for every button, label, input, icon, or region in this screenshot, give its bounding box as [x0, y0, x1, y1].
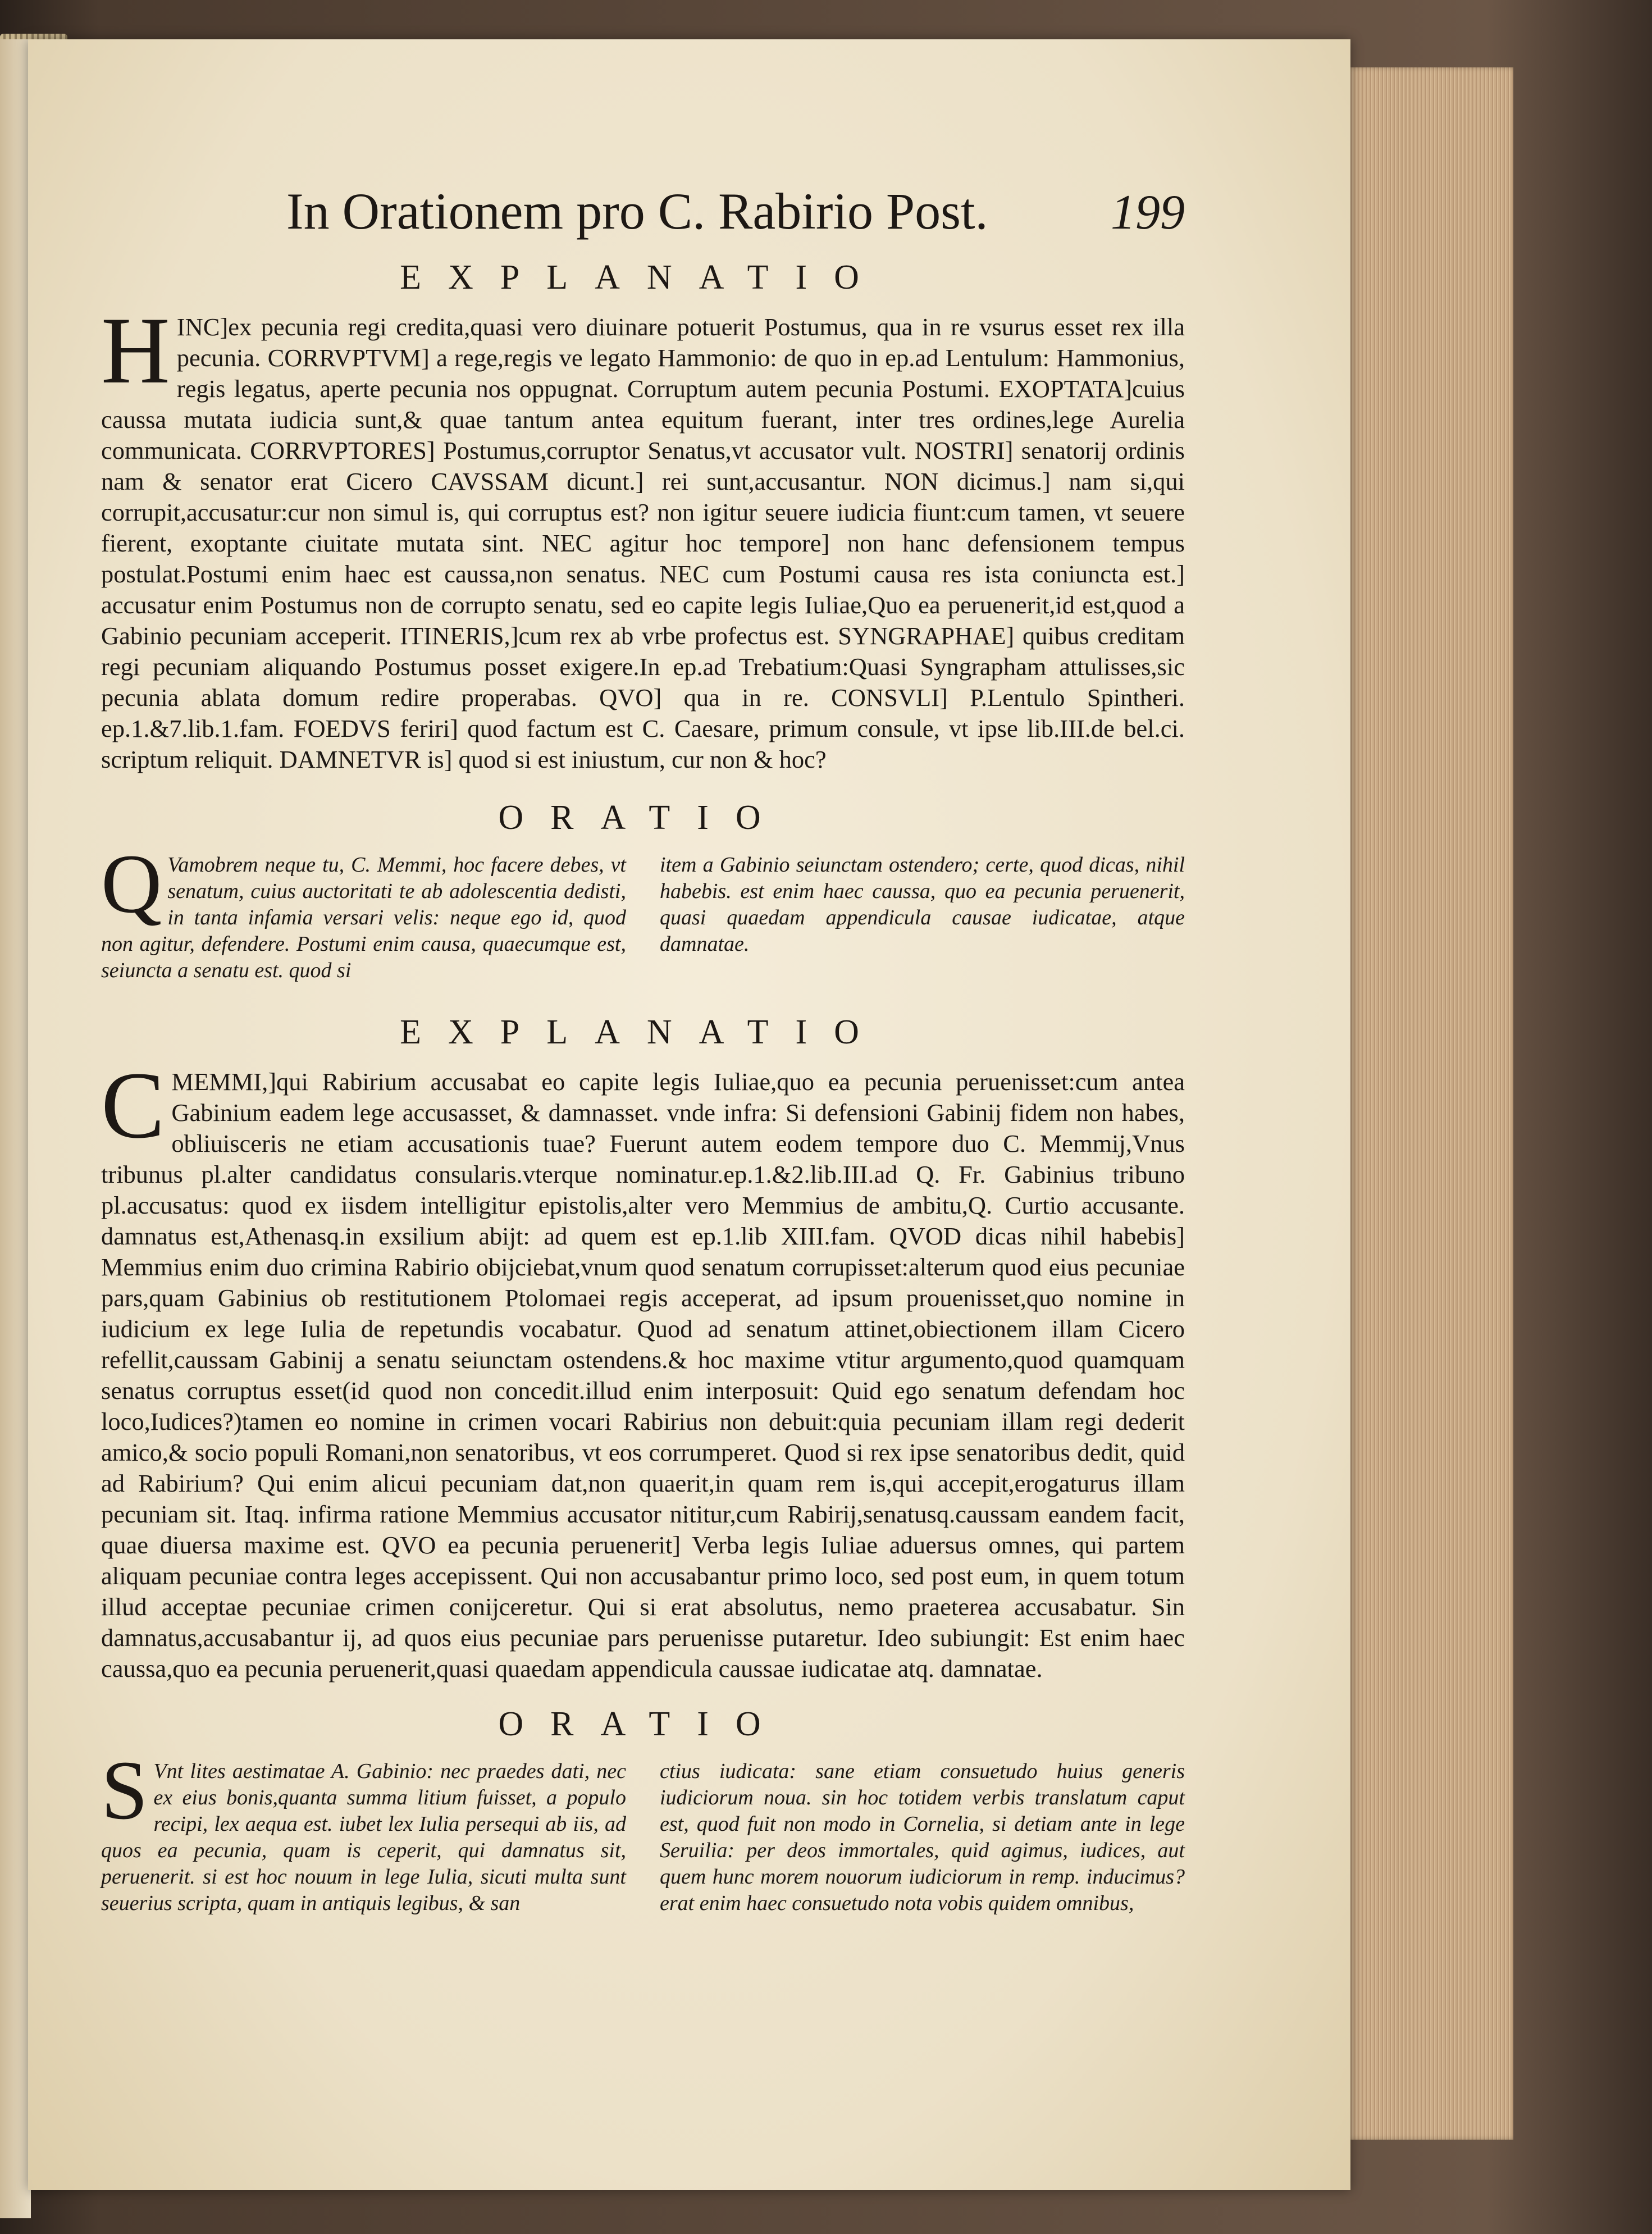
running-head-title: In Orationem pro C. Rabirio Post.	[286, 183, 988, 240]
running-head	[286, 185, 1185, 238]
section-heading-oratio-1: ORATIO	[498, 799, 788, 837]
page-stack-fore-edge	[1345, 67, 1513, 2140]
explanatio-paragraph-2	[101, 1052, 1185, 1684]
oratio-right-column-1: item a Gabinio seiunctam ostendero; certe, quod dicas, nihil habebis. est enim haec caussa, quo ea pecunia peruenerit, quasi quaedam appendicula causae iudicatae, atque damnatae.	[660, 853, 1185, 956]
section-heading-oratio-2: ORATIO	[498, 1705, 788, 1743]
explanatio-paragraph-1	[101, 298, 1185, 775]
section-heading-explanatio-1: EXPLANATIO	[400, 258, 886, 297]
oratio-left-text-2: Vnt lites aestimatae A. Gabinio: nec praedes dati, nec ex eius bonis,quanta summa litium fuisset, a populo recipi, lex aequa est. iubet lex Iulia persequi ab iis, ad quos ea pecunia, quam is ceperit, qui damnatus sit, peruenerit. si est hoc nouum in lege Iulia, sicuti multa sunt seuerius scripta, quam in antiquis legibus, & san	[101, 1759, 626, 1915]
section-heading-explanatio-2: EXPLANATIO	[400, 1013, 886, 1051]
book-page	[28, 39, 1350, 2190]
page-number: 199	[1111, 185, 1185, 240]
oratio-left-text-1: Vamobrem neque tu, C. Memmi, hoc facere debes, vt senatum, cuius auctoritati te ab adolescentia dedisti, in tanta infamia versari velis: neque ego id, quod non agitur, defendere. Postumi enim causa, quaecumque est, seiuncta a senatu est. quod si	[101, 853, 626, 982]
oratio-left-column-2	[101, 1744, 626, 1917]
drop-cap: S	[101, 1744, 148, 1837]
oratio-block-1	[101, 837, 1185, 984]
text-block	[101, 185, 1185, 1917]
drop-cap: C	[101, 1052, 165, 1158]
oratio-right-column-2: ctius iudicata: sane etiam consuetudo huius generis iudiciorum noua. sin hoc totidem verbis translatum caput est, quod fuit non modo in Cornelia, si detiam ante in lege Seruilia: per deos immortales, quid agimus, iudices, aut quem hunc morem nouorum iudiciorum in remp. inducimus? erat enim haec consuetudo nota vobis quidem omnibus,	[660, 1759, 1185, 1915]
oratio-left-column-1	[101, 837, 626, 984]
explanatio-text-2: MEMMI,]qui Rabirium accusabat eo capite legis Iuliae,quo ea pecunia peruenisset:cum antea Gabinium eadem lege accusasset, & damnasset. vnde infra: Si defensioni Gabinij fidem non habes, obliuisceris ne etiam accusationis tuae? Fuerunt autem eodem tempore duo C. Memmij,Vnus tribunus pl.alter candidatus consularis.vterque nominatur.ep.1.&2.lib.III.ad Q. Fr. Gabinius tribuno pl.accusatus: quod ex iisdem intelligitur epistolis,alter vero Memmius de ambitu,Q. Curtio accusante. damnatus est,Athenasq.in exsilium abijt: ad quem est ep.1.lib XIII.fam. QVOD dicas nihil habebis] Memmius enim duo crimina Rabirio obijciebat,vnum quod senatum corrupisset:alterum quod eius pecuniae pars,quam Gabinius ob restitutionem Ptolomaei regis acceperat, ad ipsum prouenisset,quo nomine in iudicium ex lege Iulia de repetundis vocabatur. Quod ad senatum attinet,obiectionem illam Cicero refellit,caussam Gabinij a senatu seiunctam ostendens.& hoc maxime vtitur argumento,quod quamquam senatus corruptus esset(id quod non concedit.illud enim interposuit: Quid ego senatum defendam hoc loco,Iudices?)tamen eo nomine in crimen vocari Rabirius non debuit:quia pecuniam illam regi dederit amico,& socio populi Romani,non senatoribus, vt eos corrumperet. Quod si rex ipse senatoribus dedit, quid ad Rabirium? Qui enim alicui pecuniam dat,non quaerit,in quam rem is,qui accepit,erogaturus illam pecuniam sit. Itaq. infirma ratione Memmius accusator nititur,cum Rabirij,senatusq.caussam eandem facit, quae diuersa maxime est. QVO ea pecunia peruenerit] Verba legis Iuliae aduersus omnes, qui partem aliquam pecuniae contra leges accepissent. Qui non accusabantur primo loco, sed post eum, in quem totum illud acceptae pecuniae crimen conijceretur. Qui si erat absolutus, nemo praeterea accusabatur. Sin damnatus,accusabantur ij, ad quos eius pecuniae pars peruenisse putaretur. Ideo subiungit: Est enim haec caussa,quo ea pecunia peruenerit,quasi quaedam appendicula caussae iudicatae atq. damnatae.	[101, 1068, 1185, 1683]
oratio-block-2	[101, 1744, 1185, 1917]
explanatio-text-1: INC]ex pecunia regi credita,quasi vero diuinare potuerit Postumus, qua in re vsurus esset rex illa pecunia. CORRVPTVM] a rege,regis ve legato Hammonio: de quo in ep.ad Lentulum: Hammonius, regis legatus, aperte pecunia nos oppugnat. Corruptum autem pecunia Postumi. EXOPTATA]cuius caussa mutata iudicia sunt,& quae tantum antea equitum fuerant, inter tres ordines,lege Aurelia communicata. CORRVPTORES] Postumus,corruptor Senatus,vt accusator vult. NOSTRI] senatorij ordinis nam & senator erat Cicero CAVSSAM dicunt.] rei sunt,accusantur. NON dicimus.] nam si,qui corrupit,accusatur:cur non simul is, qui corruptus est? non igitur seuere iudicia fiunt:cum tamen, vt seuere fierent, exoptante ciuitate mutata sint. NEC agitur hoc tempore] non hanc defensionem tempus postulat.Postumi enim haec est caussa,non senatus. NEC cum Postumi causa res ista coniuncta est.] accusatur enim Postumus non de corrupto senatu, sed eo capite legis Iuliae,Quo ea peruenerit,id est,quod a Gabinio pecuniam acceperit. ITINERIS,]cum rex ab vrbe profectus est. SYNGRAPHAE] quibus creditam regi pecuniam aliquando Postumus posset exigere.In ep.ad Trebatium:Quasi Syngrapham attulisses,sic pecunia ablata domum redire properabas. QVO] qua in re. CONSVLI] P.Lentulo Spintheri. ep.1.&7.lib.1.fam. FOEDVS feriri] quod factum est C. Caesare, primum consule, vt ipse lib.III.de bel.ci. scriptum reliquit. DAMNETVR is] quod si est iniustum, cur non & hoc?	[101, 313, 1185, 773]
drop-cap: H	[101, 298, 170, 403]
drop-cap: Q	[101, 837, 162, 931]
left-page-edge	[0, 39, 31, 2218]
